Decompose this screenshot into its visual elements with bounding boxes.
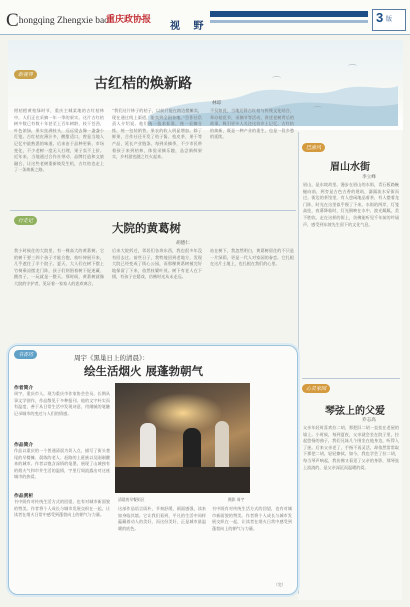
article-byline: 李立峰 <box>362 175 376 180</box>
article-body-column: 后来大院拆迁，邻居们各奔东西，我也很多年没有回去过。前些日子，我特地回到老地方，发现大院已经变成了街心公园，而那棵黄葛树被完好地保留了下来，依然枝繁叶茂。树下有老人在下棋，有孩子在嬉戏，仿佛时光从未走远。 <box>112 248 202 280</box>
article-end-mark: （完） <box>274 582 286 587</box>
article-body-column: 眉山，是东坡故里。漫步在眉山的水街，青石板路蜿蜒向前，两旁是古色古香的建筑，潺潺流水穿街而过。街边的茶馆里，有人悠闲地品着茶，有人摆着龙门阵，时光在这里似乎慢了下来。水街的两岸，灯笼高挂，夜幕降临时，灯光倒映在水中，波光粼粼，美不胜收。走在这样的街上，仿佛能听见千年前的吟诵声，感受到东坡先生留下的文化气息。 <box>303 182 399 227</box>
column-divider <box>298 132 299 594</box>
article-body-column: 这部作品语言质朴，节奏舒缓，画面感强，读来如身临其境。它让我们看到，平凡的生活中同样蕴藏着动人的美好，而这份美好，正是城市最温暖的底色。 <box>118 506 206 531</box>
section-divider <box>302 378 400 379</box>
article-body-column: 我小时候住的大院里，有一棵高大的黄葛树。它的树干要三四个孩子才能合抱，枝叶伸展开来，几乎遮住了半个院子。夏天，大人们在树下摆上竹椅乘凉摆龙门阵，孩子们则围着树干捉迷藏、跳房子，一玩就是一整天。那时候，黄葛树就像大院的守护者，见证着一家家人的悲欢离合。 <box>14 248 104 286</box>
bird-icon: ⌒ <box>313 107 323 117</box>
photo-caption: 清晨的早餐街区 <box>118 497 145 502</box>
article-headline: 古红桔的焕新路 <box>94 76 192 92</box>
article-headline: 绘生活烟火 展蓬勃朝气 <box>84 364 204 378</box>
bird-icon: ⌒ <box>272 77 282 87</box>
article-body-column: “我们这片林子的桔子，以前只能在路边摆摊卖，现在通过线上渠道，能卖到全国各地。”合作社负责人介绍说。他们统一技术标准，统一采摘分拣，统一包装销售，果农的收入明显增加。除了鲜果，合作社还开发了桔子酱、桔皮茶、果干等产品，延长产业链条。每到采摘季，不少市民带着孩子来到桔林，体验采摘乐趣，品尝新鲜果实，乡村游也随之红火起来。 <box>112 108 202 160</box>
article-tag: 心灵家园 <box>302 384 330 393</box>
subheading: 作品赏析 <box>14 493 34 499</box>
subheading: 作者简介 <box>14 385 34 391</box>
article-body-column: 柑桔橙黄桔绿时节，重庆主城某地的古红桔林中，人们正在采摘一年一季的果实。这片古红桔树多数已有数十年甚至上百年树龄，枝干苍劲，叶色浓绿，果实挂满枝头，远远望去像一盏盏小灯笼。古红桔皮薄汁多，酸甜适口，曾是当地人记忆中最熟悉的味道。后来由于品种更新、市场变化，不少老树一度无人打理，果子卖不上价。近年来，当地通过合作社带动、品牌打造和文旅融合，让这些老树重新焕发生机，古红桔也走上了一条焕新之路。 <box>14 108 104 173</box>
page-number: 3 <box>376 10 384 25</box>
page-unit: 版 <box>386 16 393 23</box>
article-body-column: 书中既有对传统生活方式的回望，也有对城市新面貌的赞美。作者将个人成长与城市发展交织在一起，让读者在烟火日常中感受到蓬勃向上的朝气与力量。 <box>212 506 292 531</box>
section-divider <box>10 210 296 211</box>
article-tag: 巴渝风 <box>302 143 325 152</box>
subheading: 作品简介 <box>14 442 34 448</box>
article-body-column: 周宇，重庆市人，现为重庆市作家协会会员。长期从事文学创作，作品散见于多种报刊。他的文字朴实而有温度，善于从日常生活中发现诗意，用细腻的笔触记录城市的变迁与人们的情感。 <box>14 391 110 416</box>
bird-icon: ⌒ <box>348 65 358 75</box>
article-byline: 胡德仁 <box>176 241 190 246</box>
article-headline: 琴弦上的父爱 <box>325 406 385 417</box>
article-kicker: 周宇《黑巢日上的清晨》： <box>74 354 149 362</box>
article-body-column: 作品以重庆的一个普通清晨为切入点，描写了街头巷尾的早餐摊、晨练的老人、赶路的上班族以及刚刚醒来的城市。作者以饱含深情的笔墨，展现了山城独有的烟火气和市井生活的温情，字里行间流露出对这座城市的热爱。 <box>14 448 110 480</box>
street-scene-photo <box>115 383 250 493</box>
brand-chinese-name: 重庆政协报 <box>106 15 152 25</box>
article-headline: 大院的黄葛树 <box>112 221 181 235</box>
article-body-column: 站在树下，我忽然明白，黄葛树留住的不只是一片绿荫，更是一代人对家园的眷恋。它扎根在这片土地上，也扎根在我们的心里。 <box>210 248 294 267</box>
photo-credit: 摄影 周宇 <box>228 497 245 502</box>
article-body-column: 书中既有对传统生活方式的回望，也有对城市新面貌的赞美。作者将个人成长与城市发展交织在一起，让读者在烟火日常中感受到蓬勃向上的朝气与力量。 <box>14 499 110 518</box>
article-tag: 行走记 <box>14 216 37 225</box>
article-headline: 眉山水街 <box>330 162 370 173</box>
masthead-info-rule <box>210 20 368 23</box>
article-tag: 书香坊 <box>14 350 37 359</box>
article-body-column: 父亲年轻时喜欢拉二胡，那把旧二胡一直挂在老屋的墙上。小时候，每到夏夜，父亲就会坐在院子里，拉起悠扬的曲子，我们兄妹几个围坐在他身边，听得入了迷。后来父亲老了，手指不再灵活，却依然常常取下那把二胡，轻轻擦拭。如今，我也学会了拉二胡，每当琴声响起，我仿佛又看见了父亲的身影，那琴弦上流淌的，是父亲深沉而温暖的爱。 <box>303 425 399 470</box>
article-byline: 乔志高 <box>362 418 376 423</box>
section-title: 视 野 <box>170 21 209 32</box>
masthead-info-bar <box>210 11 368 17</box>
article-byline: 林琼 <box>212 101 222 106</box>
brand-latin-name: Chongqing Zhengxie bao <box>6 10 109 31</box>
article-tag: 新视界 <box>14 70 37 79</box>
article-body-column: 不仅如此，当地还将古红桔与传统文化结合，举办桔花节、采摘节等活动，讲述老树背后的故事，吸引更多人关注这份乡土记忆。古红桔的焕新，既是一种产业的重生，也是一段乡愁的延续。 <box>210 108 294 140</box>
